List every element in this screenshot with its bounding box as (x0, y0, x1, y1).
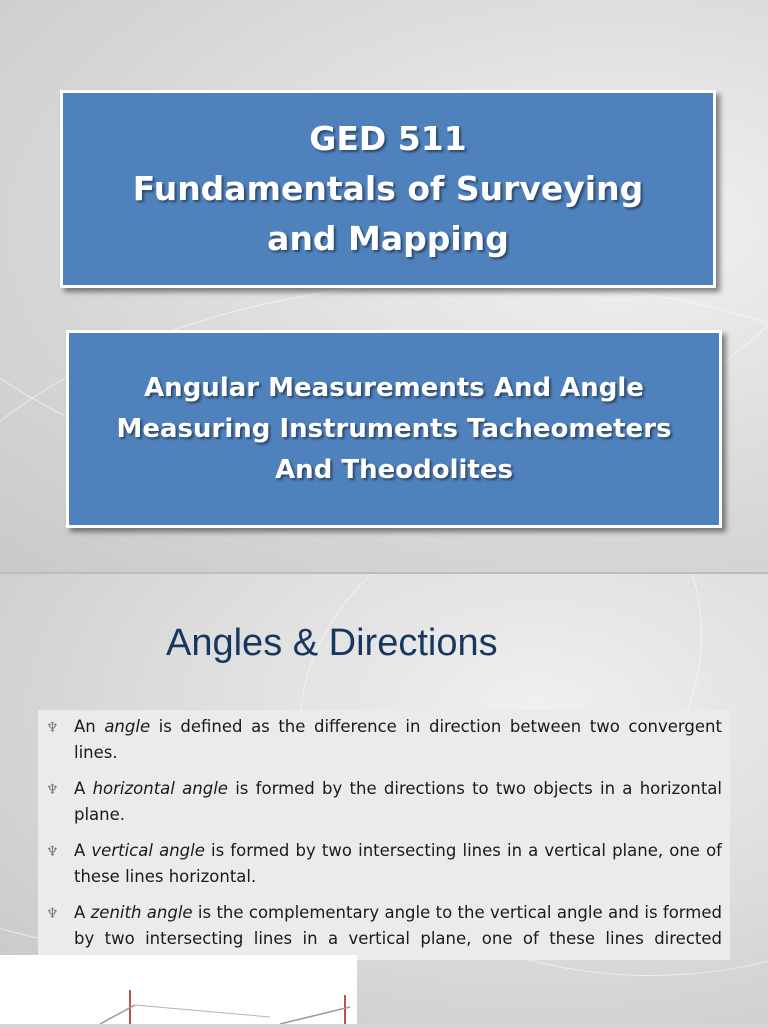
course-code: GED 511 (309, 119, 467, 158)
slide-subtitle: Angular Measurements And Angle Measuring Instruments Tacheometers And Theodolites (116, 372, 672, 485)
bullet-list (38, 710, 730, 960)
title-box (60, 90, 716, 288)
list-item (46, 838, 722, 890)
course-title: Fundamentals of Surveying and Mapping (132, 169, 644, 258)
subtitle-box (66, 330, 722, 528)
theodolite-icon: ♆ (46, 782, 59, 798)
bullet-text: A zenith angle is the complementary angle to the vertical angle and is formed by two intersecting lines in a vertical plane, one of these lines directed (74, 903, 722, 948)
theodolite-icon: ♆ (46, 906, 59, 922)
angle-diagram-svg (0, 955, 357, 1024)
theodolite-icon: ♆ (46, 844, 59, 860)
bullet-text: A horizontal angle is formed by the directions to two objects in a horizontal plane. (74, 779, 722, 824)
list-item (46, 776, 722, 828)
bullet-text: An angle is defined as the difference in direction between two convergent lines. (74, 717, 722, 762)
slide-heading: Angles & Directions (166, 622, 498, 664)
angle-diagram (0, 955, 357, 1024)
diagram-line (280, 1007, 350, 1024)
diagram-line (135, 1005, 270, 1017)
list-item (46, 714, 722, 766)
theodolite-icon: ♆ (46, 720, 59, 736)
bullet-text: A vertical angle is formed by two intersecting lines in a vertical plane, one of these lines horizontal. (74, 841, 722, 886)
